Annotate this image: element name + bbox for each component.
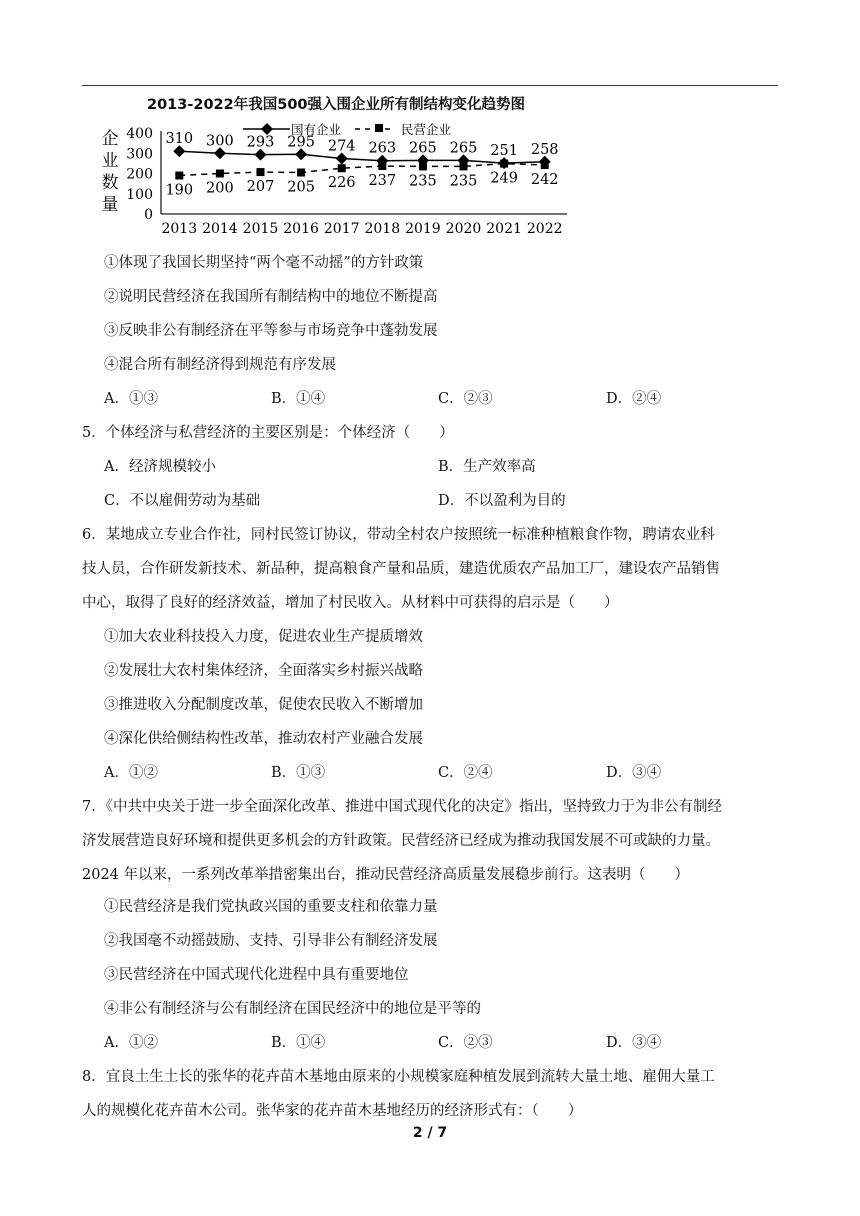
series-2-marker — [257, 168, 265, 176]
data-label: 235 — [449, 173, 478, 190]
series-2-marker — [216, 170, 224, 178]
q4-choice-d[interactable]: D．②④ — [606, 391, 662, 407]
y-tick-label: 300 — [126, 146, 153, 163]
q5-choice-a[interactable]: A．经济规模较小 — [104, 459, 216, 475]
q4-option-4: ④混合所有制经济得到规范有序发展 — [104, 357, 336, 373]
q7-stem-line-3: 2024 年以来，一系列改革举措密集出台，推动民营经济高质量发展稳步前行。这表明（ ） — [82, 867, 690, 883]
q7-choice-d[interactable]: D．③④ — [606, 1035, 662, 1051]
q4-choice-b[interactable]: B．①④ — [271, 391, 326, 407]
x-tick-label: 2021 — [486, 221, 522, 237]
series-2-marker — [419, 162, 427, 170]
q6-choice-c[interactable]: C．②④ — [438, 765, 493, 781]
legend-marker-2 — [375, 124, 383, 132]
y-axis-label — [102, 129, 119, 215]
q6-choice-b[interactable]: B．①③ — [271, 765, 326, 781]
data-label: 190 — [165, 182, 194, 199]
x-tick-label: 2015 — [242, 221, 279, 237]
q4-choice-c[interactable]: C．②③ — [438, 391, 493, 407]
q6-option-2: ②发展壮大农村集体经济，全面落实乡村振兴战略 — [104, 663, 423, 679]
y-axis-label-char: 量 — [101, 195, 119, 215]
q5-choice-b[interactable]: B．生产效率高 — [438, 459, 536, 475]
data-label: 265 — [449, 140, 478, 157]
data-labels — [165, 131, 558, 198]
q7-stem-line-2: 济发展营造良好环境和提供更多机会的方针政策。民营经济已经成为推动我国发展不可或缺的力量。 — [82, 833, 720, 849]
q7-option-4: ④非公有制经济与公有制经济在国民经济中的地位是平等的 — [104, 1001, 481, 1017]
data-label: 200 — [206, 180, 234, 197]
q7-choice-b[interactable]: B．①④ — [271, 1035, 326, 1051]
q7-choice-a[interactable]: A．①② — [104, 1035, 158, 1051]
data-label: 263 — [368, 140, 397, 157]
x-tick-label: 2016 — [283, 221, 319, 237]
x-tick-label: 2018 — [364, 221, 401, 237]
q6-choice-a[interactable]: A．①② — [104, 765, 158, 781]
q5-choice-d[interactable]: D．不以盈利为目的 — [438, 493, 566, 509]
series-2-marker — [378, 162, 386, 170]
q8-stem-line-1: 8．宜良土生土长的张华的花卉苗木基地由原来的小规模家庭种植发展到流转大量土地、雇佣大量工 — [82, 1069, 715, 1085]
q5-stem: 5．个体经济与私营经济的主要区别是：个体经济（ ） — [82, 425, 454, 441]
series-2-marker — [175, 172, 183, 180]
legend-label-2: 民营企业 — [401, 122, 452, 137]
q6-stem-line-2: 技人员，合作研发新技术、新品种，提高粮食产量和品质，建造优质农产品加工厂，建设农产品销售 — [82, 561, 720, 577]
data-label: 207 — [246, 179, 275, 196]
data-label: 237 — [368, 173, 397, 190]
chart-title: 2013-2022年我国500强入围企业所有制结构变化趋势图 — [147, 97, 525, 113]
y-tick-label: 100 — [126, 186, 153, 203]
line-chart — [95, 92, 575, 242]
data-label: 274 — [327, 138, 356, 155]
legend-label-1: 国有企业 — [291, 122, 342, 137]
q8-stem-line-2: 人的规模化花卉苗木公司。张华家的花卉苗木基地经历的经济形式有：（ ） — [82, 1103, 583, 1119]
q4-choice-a[interactable]: A．①③ — [104, 391, 158, 407]
q4-option-3: ③反映非公有制经济在平等参与市场竞争中蓬勃发展 — [104, 323, 438, 339]
x-tick-label: 2014 — [202, 221, 238, 237]
q6-stem-line-1: 6．某地成立专业合作社，同村民签订协议，带动全村农户按照统一标准种植粮食作物，聘请农业科 — [82, 527, 715, 543]
data-label: 226 — [327, 175, 356, 192]
q7-option-2: ②我国毫不动摇鼓励、支持、引导非公有制经济发展 — [104, 933, 438, 949]
x-tick-labels — [161, 221, 562, 237]
q6-option-3: ③推进收入分配制度改革，促使农民收入不断增加 — [104, 697, 423, 713]
q7-choice-c[interactable]: C．②③ — [438, 1035, 493, 1051]
data-label: 300 — [206, 133, 234, 150]
q4-option-2: ②说明民营经济在我国所有制结构中的地位不断提高 — [104, 289, 438, 305]
series-2-marker — [338, 164, 346, 172]
data-label: 258 — [530, 141, 559, 158]
q6-stem-line-3: 中心，取得了良好的经济效益，增加了村民收入。从材料中可获得的启示是（ ） — [82, 595, 619, 611]
data-label: 251 — [490, 143, 518, 160]
x-tick-label: 2017 — [323, 221, 360, 237]
legend-marker-1 — [261, 123, 273, 135]
header-rule — [82, 85, 778, 86]
y-axis-label-char: 数 — [101, 173, 119, 193]
page-number: 2 / 7 — [412, 1125, 448, 1141]
q7-stem-line-1: 7．《中共中央关于进一步全面深化改革、推进中国式现代化的决定》指出，坚持致力于为非公有制经 — [82, 799, 722, 815]
q5-choice-c[interactable]: C．不以雇佣劳动为基础 — [104, 493, 261, 509]
series-2-marker — [541, 161, 549, 169]
x-tick-label: 2013 — [161, 221, 198, 237]
y-tick-labels — [126, 126, 153, 223]
data-label: 295 — [287, 134, 315, 151]
series-2-marker — [500, 160, 508, 168]
series-2-marker — [460, 162, 468, 170]
data-label: 235 — [409, 173, 437, 190]
x-tick-label: 2022 — [526, 221, 563, 237]
q4-option-1: ①体现了我国长期坚持“两个毫不动摇”的方针政策 — [104, 255, 424, 271]
q6-option-1: ①加大农业科技投入力度，促进农业生产提质增效 — [104, 629, 423, 645]
data-label: 310 — [165, 131, 194, 148]
y-tick-label: 400 — [126, 126, 153, 142]
y-tick-label: 0 — [144, 207, 153, 223]
data-label: 293 — [246, 134, 275, 151]
data-label: 265 — [409, 140, 437, 157]
y-axis-label-char: 业 — [101, 151, 119, 171]
data-label: 205 — [287, 179, 315, 196]
q6-option-4: ④深化供给侧结构性改革，推动农村产业融合发展 — [104, 731, 423, 747]
data-label: 249 — [490, 170, 518, 187]
x-tick-label: 2019 — [405, 221, 441, 237]
q7-option-1: ①民营经济是我们党执政兴国的重要支柱和依靠力量 — [104, 899, 438, 915]
series-2-marker — [297, 168, 305, 176]
q7-option-3: ③民营经济在中国式现代化进程中具有重要地位 — [104, 967, 409, 983]
y-tick-label: 200 — [126, 166, 153, 183]
data-label: 242 — [530, 171, 559, 188]
y-axis-label-char: 企 — [101, 129, 119, 149]
q6-choice-d[interactable]: D．③④ — [606, 765, 662, 781]
x-tick-label: 2020 — [445, 221, 482, 237]
